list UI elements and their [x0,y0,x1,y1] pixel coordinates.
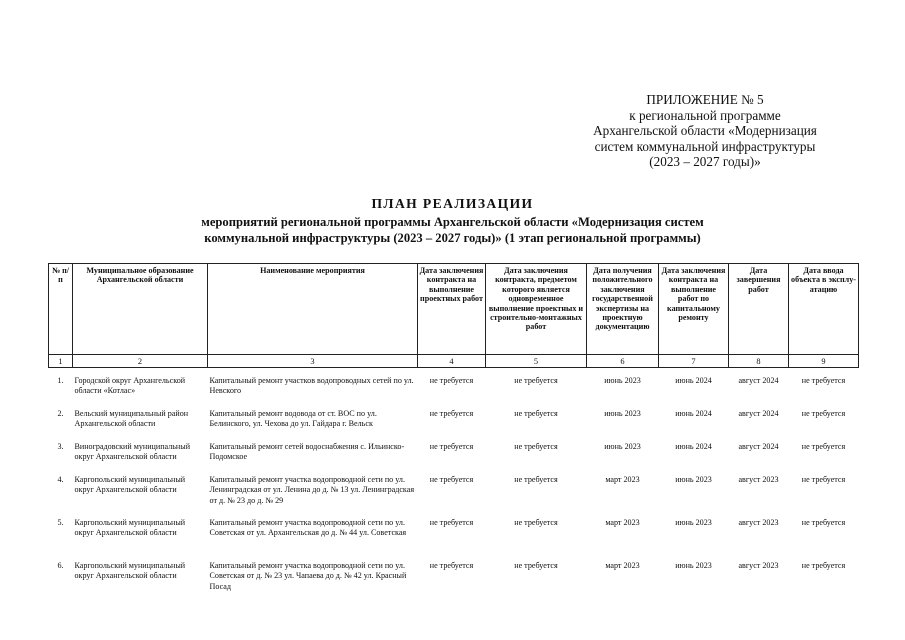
cell-activity: Капитальный ремонт участка водопроводной сети по ул. Советская от ул. Архангельская до д. № 44 ул. Советская [209,518,407,538]
table-row [49,518,859,561]
column-number: 5 [486,355,587,368]
cell-commissioning: не требуется [801,518,846,527]
cell-repair-contract: июнь 2024 [675,409,712,418]
header-cell-commissioning: Дата ввода объекта в эксплу-атацию [789,264,859,355]
cell-municipality: Виноградовский муниципальный округ Архангельской области [74,442,191,462]
cell-repair-contract: июнь 2024 [675,376,712,385]
cell-expertise: март 2023 [605,518,640,527]
cell-design-contract: не требуется [429,518,474,527]
header-cell-municipality: Муниципальное образование Архангельской области [73,264,208,355]
cell-expertise: март 2023 [605,475,640,484]
cell-completion: август 2024 [738,409,779,418]
cell-completion: август 2024 [738,376,779,385]
column-number: 2 [73,355,208,368]
header-cell-completion: Дата завершения работ [729,264,789,355]
header-cell-combined-contract: Дата заключения контракта, предметом которого является одновременное выполнение проектных и строительно-монтажных работ [486,264,587,355]
cell-municipality: Каргопольский муниципальный округ Архангельской области [74,475,186,495]
cell-expertise: июнь 2023 [604,376,641,385]
cell-number: 1. [57,376,64,385]
cell-design-contract: не требуется [429,409,474,418]
cell-expertise: март 2023 [605,561,640,570]
table-row [49,475,859,518]
spacer-row [49,368,859,377]
cell-number: 6. [57,561,64,570]
cell-combined-contract: не требуется [514,442,558,451]
cell-expertise: июнь 2023 [604,442,641,451]
cell-repair-contract: июнь 2023 [675,518,712,527]
document-subtitle [0,214,905,246]
cell-activity: Капитальный ремонт водовода от ст. ВОС по ул. Белинского, ул. Чехова до ул. Гайдара г. Вельск [209,409,377,429]
cell-completion: август 2023 [738,475,779,484]
appendix-line: систем коммунальной инфраструктуры [594,138,816,154]
cell-activity: Капитальный ремонт участка водопроводной сети по ул. Советская от д. № 23 ул. Чапаева до д. № 42 ул. Красный Посад [209,561,407,591]
appendix-line: к региональной программе [629,107,781,123]
cell-commissioning: не требуется [801,376,846,385]
document-title: ПЛАН РЕАЛИЗАЦИИ [371,196,534,211]
column-number: 6 [587,355,659,368]
table-row [49,561,859,597]
cell-design-contract: не требуется [429,561,474,570]
cell-number: 4. [57,475,64,484]
cell-repair-contract: июнь 2023 [675,561,712,570]
cell-municipality: Каргопольский муниципальный округ Архангельской области [74,518,186,538]
header-cell-design-contract: Дата заключения контракта на выполнение проектных работ [418,264,486,355]
appendix-line: Архангельской области «Модернизация [593,123,817,139]
cell-commissioning: не требуется [801,409,846,418]
cell-design-contract: не требуется [429,442,474,451]
cell-combined-contract: не требуется [514,518,558,527]
cell-activity: Капитальный ремонт участка водопроводной сети по ул. Ленинградская от ул. Ленина до д. № 13 ул. Ленинградская от д. № 23 до д. № 29 [209,475,415,505]
cell-completion: август 2024 [738,442,779,451]
cell-completion: август 2023 [738,561,779,570]
table-header-row [49,264,859,355]
subtitle-line: коммунальной инфраструктуры (2023 – 2027 годы)» (1 этап региональной программы) [204,231,701,245]
cell-completion: август 2023 [738,518,779,527]
appendix-line: (2023 – 2027 годы)» [649,154,761,170]
cell-municipality: Городской округ Архангельской области «Котлас» [74,376,186,396]
column-number: 1 [49,355,73,368]
column-number: 7 [659,355,729,368]
cell-combined-contract: не требуется [514,561,558,570]
cell-expertise: июнь 2023 [604,409,641,418]
cell-combined-contract: не требуется [514,409,558,418]
column-number-row [49,355,859,368]
table-row [49,442,859,475]
header-cell-number: № п/п [49,264,73,355]
cell-combined-contract: не требуется [514,376,558,385]
column-number: 4 [418,355,486,368]
column-number: 9 [789,355,859,368]
cell-combined-contract: не требуется [514,475,558,484]
table-row [49,409,859,442]
cell-municipality: Каргопольский муниципальный округ Архангельской области [74,561,186,581]
plan-table [48,263,859,597]
cell-number: 2. [57,409,64,418]
cell-activity: Капитальный ремонт участков водопроводных сетей по ул. Невского [209,376,414,396]
header-cell-repair-contract: Дата заключения контракта на выполнение работ по капитальному ремонту [659,264,729,355]
column-number: 8 [729,355,789,368]
cell-commissioning: не требуется [801,442,846,451]
cell-design-contract: не требуется [429,376,474,385]
appendix-block [560,92,850,170]
cell-repair-contract: июнь 2023 [675,475,712,484]
cell-repair-contract: июнь 2024 [675,442,712,451]
appendix-line: ПРИЛОЖЕНИЕ № 5 [646,92,764,107]
subtitle-line: мероприятий региональной программы Архангельской области «Модернизация систем [201,215,704,229]
cell-number: 3. [57,442,64,451]
cell-commissioning: не требуется [801,561,846,570]
header-cell-activity: Наименование мероприятия [208,264,418,355]
table-row [49,376,859,409]
cell-activity: Капитальный ремонт сетей водоснабжения с. Ильинско-Подомское [209,442,405,462]
cell-design-contract: не требуется [429,475,474,484]
column-number: 3 [208,355,418,368]
header-cell-expertise: Дата получения положительного заключения государственной экспертизы на проектную документацию [587,264,659,355]
cell-number: 5. [57,518,64,527]
cell-municipality: Вельский муниципальный район Архангельской области [74,409,189,429]
cell-commissioning: не требуется [801,475,846,484]
